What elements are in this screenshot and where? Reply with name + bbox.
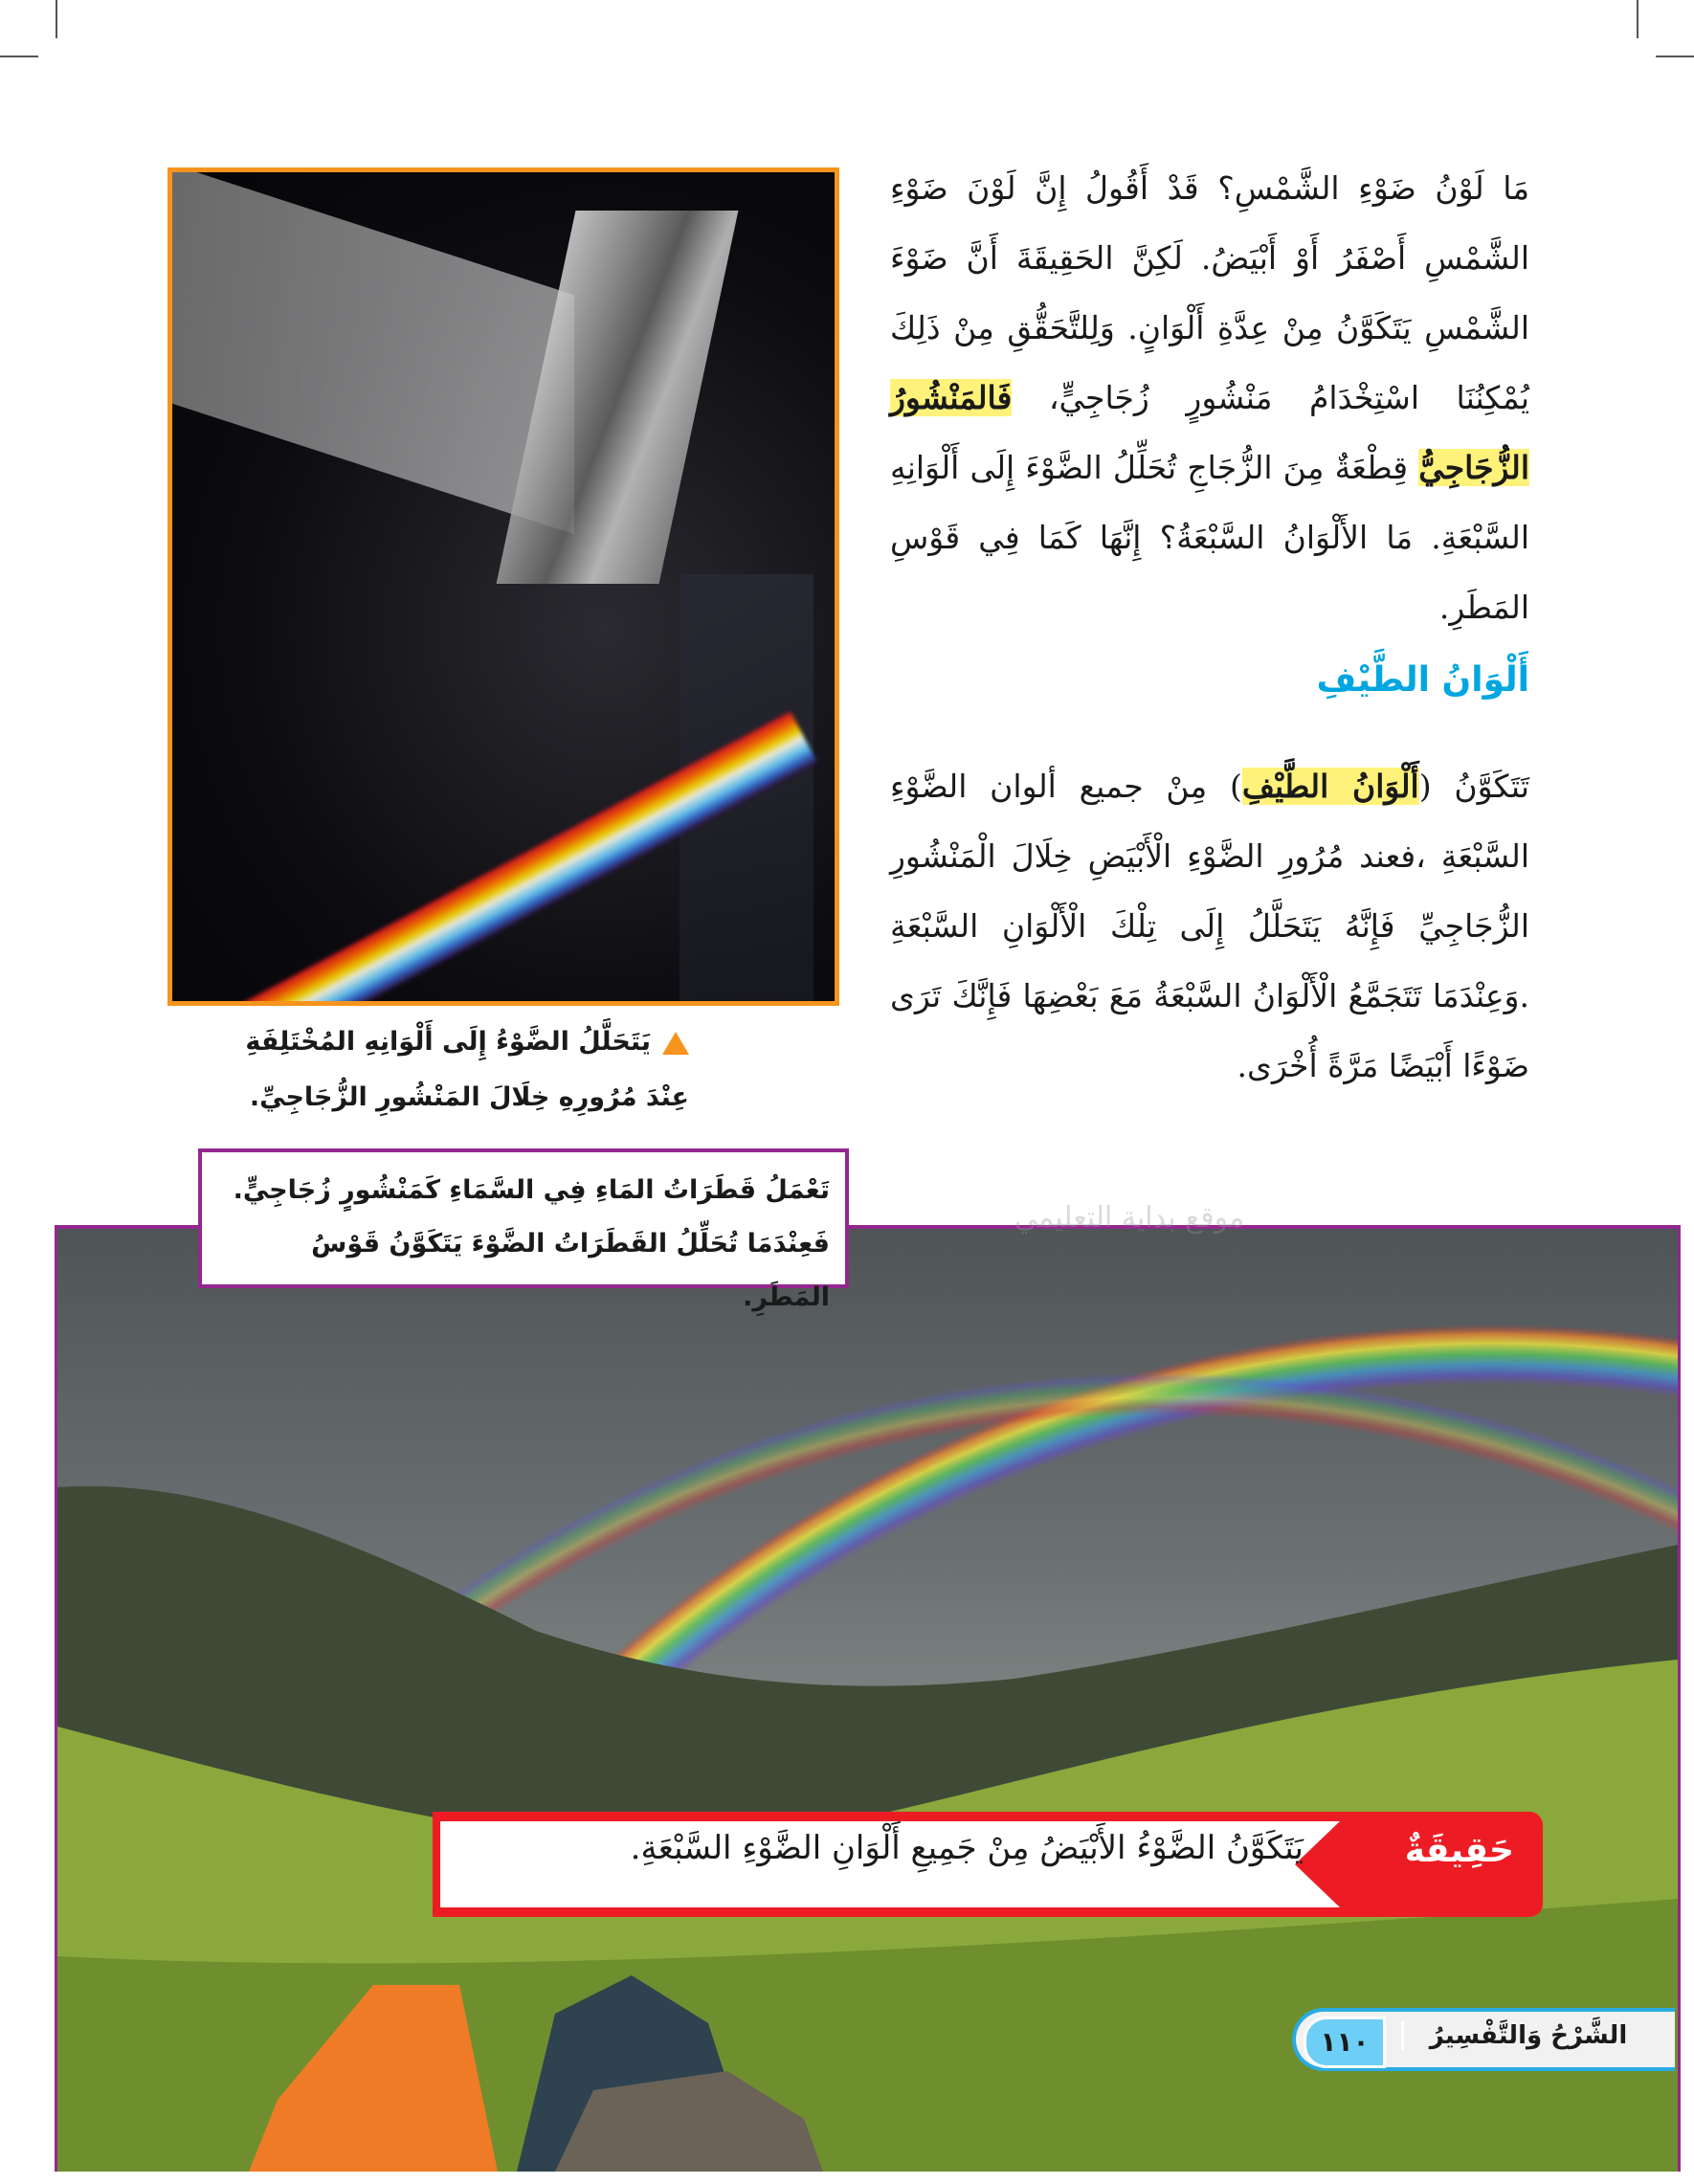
note-line-1: تَعْمَلُ قَطَرَاتُ المَاءِ فِي السَّمَاءِ كَمَنْشُورٍ زُجَاجِيٍّ. [233,1175,830,1205]
spectrum-text: تَتَكَوَّنُ ( [1418,768,1529,805]
term-spectrum-highlight: أَلْوَانُ الطَّيْفِ [1241,768,1419,805]
intro-paragraph [890,153,1529,642]
section-heading: أَلْوَانُ الطَّيْفِ [1316,660,1529,700]
crop-mark [1637,0,1638,38]
watermark: موقع بداية التعليمي [1014,1201,1245,1235]
fact-text: يَتَكَوَّنُ الضَّوْءُ الأَبْيَضُ مِنْ جَمِيعِ أَلْوَانِ الضَّوْءِ السَّبْعَةِ. [630,1829,1304,1867]
prism-photo [167,167,839,1006]
crop-mark [56,0,57,38]
rainbow-note-box [198,1148,849,1312]
term-prism-highlight: فَالمَنْشُورُ الزُّجَاجِيُّ [890,379,1529,486]
footer-section-name: الشَّرْحُ وَالتَّفْسِيرُ [1401,2021,1653,2050]
prism-caption [239,1014,689,1125]
triangle-marker-icon [662,1032,689,1055]
spectrum-paragraph [890,751,1529,1101]
caption-text: يَتَحَلَّلُ الضَّوْءُ إِلَى أَلْوَانِهِ المُخْتَلِفَةِ عِنْدَ مُرُورِهِ خِلَالَ المَنْشُورِ الزُّجَاجِيِّ. [245,1027,689,1112]
crop-mark [0,56,38,57]
intro-text: مَا لَوْنُ ضَوْءِ الشَّمْسِ؟ قَدْ أَقُولُ إِنَّ لَوْنَ ضَوْءِ الشَّمْسِ أَصْفَرُ أَوْ أَبْيَضُ. لَكِنَّ الحَقِيقَةَ أَنَّ ضَوْءَ الشَّمْسِ يَتَكَوَّنُ مِنْ عِدَّةِ أَلْوَانٍ. وَلِلتَّحَقُّقِ مِنْ ذَلِكَ يُمْكِنُنَا اسْتِخْدَامُ مَنْشُورٍ زُجَاجِيٍّ، [890,169,1529,416]
page-number: ١١٠ [1304,2017,1386,2068]
crop-mark [1656,56,1694,57]
intro-text-cont: قِطْعَةٌ مِنَ الزُّجَاجِ تُحَلِّلُ الضَّوْءَ إِلَى أَلْوَانِهِ السَّبْعَةِ. مَا الأَلْوَانُ السَّبْعَةُ؟ إِنَّهَا كَمَا فِي قَوْسِ المَطَرِ. [890,449,1529,626]
page-footer [1292,2008,1675,2071]
note-line-2: فَعِنْدَمَا تُحَلِّلُ القَطَرَاتُ الضَّوْءَ يَتَكَوَّنُ قَوْسُ المَطَرِ. [311,1229,830,1312]
fact-banner [433,1812,1543,1917]
light-beam [172,167,574,534]
fact-label: حَقِيقَةٌ [1404,1831,1514,1870]
spectrum-text-cont: ) مِنْ جميع ألوان الضَّوْءِ السَّبْعَةِ ،فعند مُرُورِ الضَّوْءِ الْأَبْيَضِ خِلَالَ الْمَنْشُورِ الزُّجَاجِيِّ فَإِنَّهُ يَتَحَلَّلُ إِلَى تِلْكَ الْأَلْوَانِ السَّبْعَةِ .وَعِنْدَمَا تَتَجَمَّعُ الْأَلْوَانُ السَّبْعَةُ مَعَ بَعْضِهَا فَإِنَّكَ تَرَى ضَوْءًا أَبْيَضًا مَرَّةً أُخْرَى. [890,768,1529,1084]
